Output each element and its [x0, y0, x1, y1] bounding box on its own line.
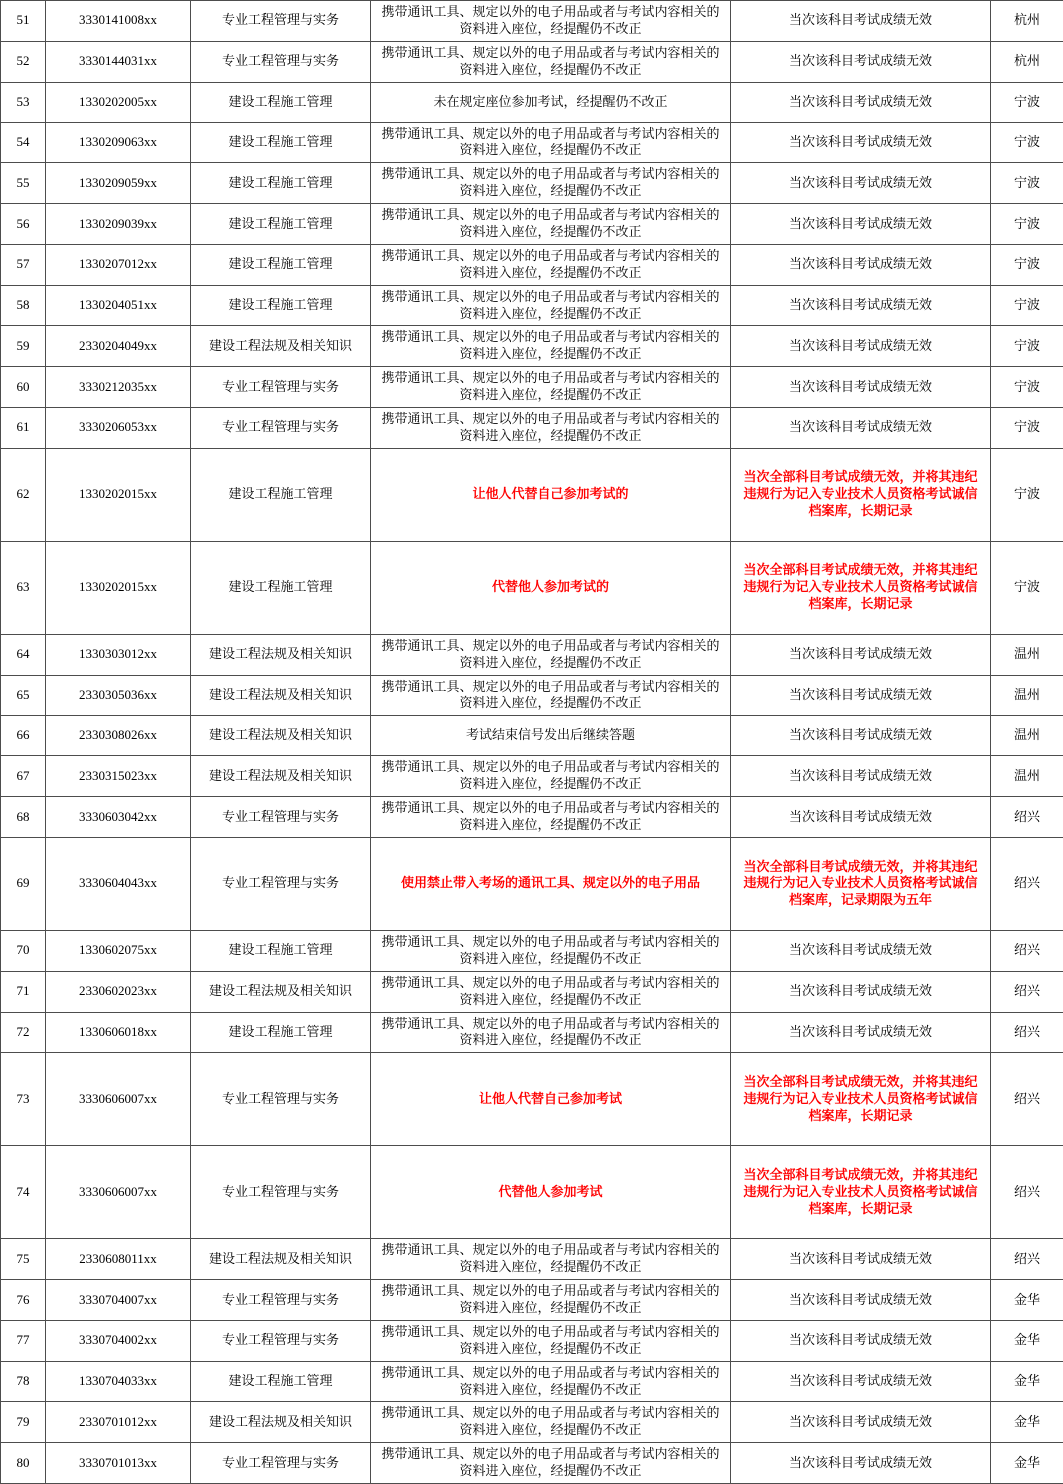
- penalty-description: 当次该科目考试成绩无效: [731, 1320, 991, 1361]
- violation-description: 携带通讯工具、规定以外的电子用品或者与考试内容相关的资料进入座位，经提醒仍不改正: [371, 41, 731, 82]
- city: 金华: [991, 1280, 1063, 1321]
- table-row: [1, 285, 1063, 326]
- violation-description: 使用禁止带入考场的通讯工具、规定以外的电子用品: [371, 837, 731, 930]
- candidate-id: 1330207012xx: [46, 244, 191, 285]
- violation-description: 未在规定座位参加考试，经提醒仍不改正: [371, 82, 731, 122]
- table-row: [1, 1361, 1063, 1402]
- violation-description: 让他人代替自己参加考试的: [371, 448, 731, 541]
- violation-description: 携带通讯工具、规定以外的电子用品或者与考试内容相关的资料进入座位，经提醒仍不改正: [371, 634, 731, 675]
- penalty-description: 当次该科目考试成绩无效: [731, 285, 991, 326]
- row-number: 71: [1, 971, 46, 1012]
- candidate-id: 2330602023xx: [46, 971, 191, 1012]
- exam-subject: 专业工程管理与实务: [191, 1443, 371, 1484]
- table-row: [1, 1146, 1063, 1239]
- row-number: 79: [1, 1402, 46, 1443]
- violation-description: 携带通讯工具、规定以外的电子用品或者与考试内容相关的资料进入座位，经提醒仍不改正: [371, 1443, 731, 1484]
- candidate-id: 3330212035xx: [46, 367, 191, 408]
- exam-subject: 建设工程法规及相关知识: [191, 756, 371, 797]
- table-row: [1, 82, 1063, 122]
- table-row: [1, 1402, 1063, 1443]
- table-row: [1, 448, 1063, 541]
- table-row: [1, 1320, 1063, 1361]
- city: 宁波: [991, 408, 1063, 449]
- city: 宁波: [991, 244, 1063, 285]
- row-number: 57: [1, 244, 46, 285]
- table-row: [1, 797, 1063, 838]
- exam-subject: 建设工程施工管理: [191, 204, 371, 245]
- row-number: 70: [1, 930, 46, 971]
- row-number: 63: [1, 541, 46, 634]
- candidate-id: 1330202015xx: [46, 448, 191, 541]
- violation-description: 代替他人参加考试的: [371, 541, 731, 634]
- exam-subject: 建设工程法规及相关知识: [191, 1239, 371, 1280]
- violation-description: 携带通讯工具、规定以外的电子用品或者与考试内容相关的资料进入座位，经提醒仍不改正: [371, 1, 731, 42]
- penalty-description: 当次该科目考试成绩无效: [731, 244, 991, 285]
- city: 温州: [991, 675, 1063, 716]
- violation-description: 携带通讯工具、规定以外的电子用品或者与考试内容相关的资料进入座位，经提醒仍不改正: [371, 367, 731, 408]
- city: 宁波: [991, 82, 1063, 122]
- violation-description: 代替他人参加考试: [371, 1146, 731, 1239]
- candidate-id: 1330606018xx: [46, 1012, 191, 1053]
- violation-description: 考试结束信号发出后继续答题: [371, 716, 731, 756]
- exam-subject: 专业工程管理与实务: [191, 1146, 371, 1239]
- row-number: 51: [1, 1, 46, 42]
- exam-subject: 建设工程法规及相关知识: [191, 675, 371, 716]
- row-number: 66: [1, 716, 46, 756]
- penalty-description: 当次该科目考试成绩无效: [731, 971, 991, 1012]
- violation-description: 携带通讯工具、规定以外的电子用品或者与考试内容相关的资料进入座位，经提醒仍不改正: [371, 1361, 731, 1402]
- exam-subject: 建设工程法规及相关知识: [191, 326, 371, 367]
- penalty-description: 当次全部科目考试成绩无效，并将其违纪违规行为记入专业技术人员资格考试诚信档案库，长期记录: [731, 541, 991, 634]
- candidate-id: 1330209039xx: [46, 204, 191, 245]
- violation-description: 携带通讯工具、规定以外的电子用品或者与考试内容相关的资料进入座位，经提醒仍不改正: [371, 408, 731, 449]
- exam-subject: 专业工程管理与实务: [191, 1280, 371, 1321]
- table-row: [1, 716, 1063, 756]
- exam-subject: 建设工程法规及相关知识: [191, 971, 371, 1012]
- exam-subject: 建设工程施工管理: [191, 541, 371, 634]
- row-number: 69: [1, 837, 46, 930]
- city: 宁波: [991, 285, 1063, 326]
- city: 绍兴: [991, 1146, 1063, 1239]
- candidate-id: 3330704002xx: [46, 1320, 191, 1361]
- exam-subject: 建设工程法规及相关知识: [191, 1402, 371, 1443]
- candidate-id: 1330202015xx: [46, 541, 191, 634]
- violation-description: 携带通讯工具、规定以外的电子用品或者与考试内容相关的资料进入座位，经提醒仍不改正: [371, 1320, 731, 1361]
- candidate-id: 1330204051xx: [46, 285, 191, 326]
- table-row: [1, 408, 1063, 449]
- candidate-id: 2330305036xx: [46, 675, 191, 716]
- exam-subject: 建设工程法规及相关知识: [191, 634, 371, 675]
- table-row: [1, 756, 1063, 797]
- city: 宁波: [991, 367, 1063, 408]
- row-number: 65: [1, 675, 46, 716]
- candidate-id: 1330202005xx: [46, 82, 191, 122]
- penalty-description: 当次该科目考试成绩无效: [731, 756, 991, 797]
- exam-subject: 专业工程管理与实务: [191, 1320, 371, 1361]
- violation-description: 携带通讯工具、规定以外的电子用品或者与考试内容相关的资料进入座位，经提醒仍不改正: [371, 675, 731, 716]
- candidate-id: 1330602075xx: [46, 930, 191, 971]
- table-row: [1, 41, 1063, 82]
- candidate-id: 3330141008xx: [46, 1, 191, 42]
- table-row: [1, 1, 1063, 42]
- table-row: [1, 541, 1063, 634]
- penalty-description: 当次该科目考试成绩无效: [731, 408, 991, 449]
- city: 金华: [991, 1443, 1063, 1484]
- exam-subject: 专业工程管理与实务: [191, 367, 371, 408]
- exam-subject: 专业工程管理与实务: [191, 797, 371, 838]
- city: 金华: [991, 1320, 1063, 1361]
- city: 绍兴: [991, 1053, 1063, 1146]
- city: 金华: [991, 1402, 1063, 1443]
- table-row: [1, 1280, 1063, 1321]
- penalty-description: 当次该科目考试成绩无效: [731, 1012, 991, 1053]
- candidate-id: 3330206053xx: [46, 408, 191, 449]
- row-number: 76: [1, 1280, 46, 1321]
- penalty-description: 当次该科目考试成绩无效: [731, 1402, 991, 1443]
- penalty-description: 当次该科目考试成绩无效: [731, 82, 991, 122]
- table-row: [1, 204, 1063, 245]
- violation-description: 携带通讯工具、规定以外的电子用品或者与考试内容相关的资料进入座位，经提醒仍不改正: [371, 326, 731, 367]
- penalty-description: 当次该科目考试成绩无效: [731, 634, 991, 675]
- penalty-description: 当次该科目考试成绩无效: [731, 122, 991, 163]
- city: 宁波: [991, 163, 1063, 204]
- row-number: 64: [1, 634, 46, 675]
- city: 宁波: [991, 122, 1063, 163]
- penalty-description: 当次该科目考试成绩无效: [731, 930, 991, 971]
- exam-subject: 建设工程施工管理: [191, 244, 371, 285]
- candidate-id: 1330303012xx: [46, 634, 191, 675]
- city: 宁波: [991, 326, 1063, 367]
- penalty-description: 当次该科目考试成绩无效: [731, 716, 991, 756]
- candidate-id: 3330704007xx: [46, 1280, 191, 1321]
- penalty-description: 当次该科目考试成绩无效: [731, 1443, 991, 1484]
- candidate-id: 2330308026xx: [46, 716, 191, 756]
- violation-description: 携带通讯工具、规定以外的电子用品或者与考试内容相关的资料进入座位，经提醒仍不改正: [371, 244, 731, 285]
- violation-description: 携带通讯工具、规定以外的电子用品或者与考试内容相关的资料进入座位，经提醒仍不改正: [371, 1402, 731, 1443]
- table-row: [1, 1012, 1063, 1053]
- exam-subject: 建设工程施工管理: [191, 448, 371, 541]
- table-row: [1, 163, 1063, 204]
- violation-table-body: [1, 1, 1063, 1484]
- penalty-description: 当次该科目考试成绩无效: [731, 1, 991, 42]
- exam-subject: 专业工程管理与实务: [191, 1, 371, 42]
- exam-subject: 建设工程施工管理: [191, 930, 371, 971]
- row-number: 52: [1, 41, 46, 82]
- penalty-description: 当次全部科目考试成绩无效，并将其违纪违规行为记入专业技术人员资格考试诚信档案库，记录期限为五年: [731, 837, 991, 930]
- candidate-id: 3330606007xx: [46, 1146, 191, 1239]
- candidate-id: 1330704033xx: [46, 1361, 191, 1402]
- candidate-id: 2330701012xx: [46, 1402, 191, 1443]
- city: 绍兴: [991, 930, 1063, 971]
- violation-description: 携带通讯工具、规定以外的电子用品或者与考试内容相关的资料进入座位，经提醒仍不改正: [371, 1280, 731, 1321]
- penalty-description: 当次全部科目考试成绩无效，并将其违纪违规行为记入专业技术人员资格考试诚信档案库，长期记录: [731, 448, 991, 541]
- table-row: [1, 971, 1063, 1012]
- candidate-id: 2330608011xx: [46, 1239, 191, 1280]
- penalty-description: 当次该科目考试成绩无效: [731, 326, 991, 367]
- violation-description: 携带通讯工具、规定以外的电子用品或者与考试内容相关的资料进入座位，经提醒仍不改正: [371, 204, 731, 245]
- violation-description: 携带通讯工具、规定以外的电子用品或者与考试内容相关的资料进入座位，经提醒仍不改正: [371, 163, 731, 204]
- exam-subject: 专业工程管理与实务: [191, 408, 371, 449]
- table-row: [1, 244, 1063, 285]
- city: 温州: [991, 756, 1063, 797]
- exam-subject: 建设工程施工管理: [191, 285, 371, 326]
- violation-description: 让他人代替自己参加考试: [371, 1053, 731, 1146]
- penalty-description: 当次该科目考试成绩无效: [731, 41, 991, 82]
- exam-subject: 建设工程施工管理: [191, 1012, 371, 1053]
- candidate-id: 1330209063xx: [46, 122, 191, 163]
- city: 宁波: [991, 204, 1063, 245]
- row-number: 59: [1, 326, 46, 367]
- city: 绍兴: [991, 837, 1063, 930]
- exam-subject: 建设工程施工管理: [191, 1361, 371, 1402]
- violation-description: 携带通讯工具、规定以外的电子用品或者与考试内容相关的资料进入座位，经提醒仍不改正: [371, 1239, 731, 1280]
- candidate-id: 2330204049xx: [46, 326, 191, 367]
- candidate-id: 3330606007xx: [46, 1053, 191, 1146]
- violation-description: 携带通讯工具、规定以外的电子用品或者与考试内容相关的资料进入座位，经提醒仍不改正: [371, 971, 731, 1012]
- table-row: [1, 675, 1063, 716]
- penalty-description: 当次该科目考试成绩无效: [731, 367, 991, 408]
- exam-subject: 建设工程施工管理: [191, 122, 371, 163]
- table-row: [1, 326, 1063, 367]
- city: 温州: [991, 716, 1063, 756]
- row-number: 60: [1, 367, 46, 408]
- candidate-id: 1330209059xx: [46, 163, 191, 204]
- row-number: 78: [1, 1361, 46, 1402]
- table-row: [1, 837, 1063, 930]
- penalty-description: 当次该科目考试成绩无效: [731, 1280, 991, 1321]
- table-row: [1, 122, 1063, 163]
- row-number: 62: [1, 448, 46, 541]
- table-row: [1, 930, 1063, 971]
- table-row: [1, 1053, 1063, 1146]
- row-number: 58: [1, 285, 46, 326]
- row-number: 61: [1, 408, 46, 449]
- penalty-description: 当次全部科目考试成绩无效，并将其违纪违规行为记入专业技术人员资格考试诚信档案库，长期记录: [731, 1146, 991, 1239]
- row-number: 75: [1, 1239, 46, 1280]
- candidate-id: 3330144031xx: [46, 41, 191, 82]
- penalty-description: 当次全部科目考试成绩无效，并将其违纪违规行为记入专业技术人员资格考试诚信档案库，长期记录: [731, 1053, 991, 1146]
- violation-description: 携带通讯工具、规定以外的电子用品或者与考试内容相关的资料进入座位，经提醒仍不改正: [371, 285, 731, 326]
- city: 宁波: [991, 541, 1063, 634]
- row-number: 77: [1, 1320, 46, 1361]
- city: 金华: [991, 1361, 1063, 1402]
- candidate-id: 3330701013xx: [46, 1443, 191, 1484]
- city: 绍兴: [991, 797, 1063, 838]
- penalty-description: 当次该科目考试成绩无效: [731, 163, 991, 204]
- row-number: 56: [1, 204, 46, 245]
- table-row: [1, 1239, 1063, 1280]
- penalty-description: 当次该科目考试成绩无效: [731, 1239, 991, 1280]
- violation-description: 携带通讯工具、规定以外的电子用品或者与考试内容相关的资料进入座位，经提醒仍不改正: [371, 756, 731, 797]
- violation-description: 携带通讯工具、规定以外的电子用品或者与考试内容相关的资料进入座位，经提醒仍不改正: [371, 797, 731, 838]
- table-row: [1, 367, 1063, 408]
- penalty-description: 当次该科目考试成绩无效: [731, 797, 991, 838]
- row-number: 80: [1, 1443, 46, 1484]
- candidate-id: 3330604043xx: [46, 837, 191, 930]
- city: 温州: [991, 634, 1063, 675]
- table-row: [1, 634, 1063, 675]
- exam-subject: 专业工程管理与实务: [191, 837, 371, 930]
- city: 绍兴: [991, 1012, 1063, 1053]
- table-row: [1, 1443, 1063, 1484]
- row-number: 72: [1, 1012, 46, 1053]
- row-number: 55: [1, 163, 46, 204]
- row-number: 53: [1, 82, 46, 122]
- row-number: 67: [1, 756, 46, 797]
- row-number: 54: [1, 122, 46, 163]
- violation-description: 携带通讯工具、规定以外的电子用品或者与考试内容相关的资料进入座位，经提醒仍不改正: [371, 930, 731, 971]
- city: 宁波: [991, 448, 1063, 541]
- exam-subject: 建设工程施工管理: [191, 163, 371, 204]
- penalty-description: 当次该科目考试成绩无效: [731, 675, 991, 716]
- row-number: 73: [1, 1053, 46, 1146]
- row-number: 74: [1, 1146, 46, 1239]
- violation-description: 携带通讯工具、规定以外的电子用品或者与考试内容相关的资料进入座位，经提醒仍不改正: [371, 1012, 731, 1053]
- row-number: 68: [1, 797, 46, 838]
- city: 绍兴: [991, 1239, 1063, 1280]
- city: 杭州: [991, 41, 1063, 82]
- penalty-description: 当次该科目考试成绩无效: [731, 1361, 991, 1402]
- exam-subject: 建设工程法规及相关知识: [191, 716, 371, 756]
- candidate-id: 2330315023xx: [46, 756, 191, 797]
- city: 杭州: [991, 1, 1063, 42]
- candidate-id: 3330603042xx: [46, 797, 191, 838]
- exam-subject: 专业工程管理与实务: [191, 41, 371, 82]
- city: 绍兴: [991, 971, 1063, 1012]
- exam-subject: 专业工程管理与实务: [191, 1053, 371, 1146]
- exam-subject: 建设工程施工管理: [191, 82, 371, 122]
- penalty-description: 当次该科目考试成绩无效: [731, 204, 991, 245]
- violation-description: 携带通讯工具、规定以外的电子用品或者与考试内容相关的资料进入座位，经提醒仍不改正: [371, 122, 731, 163]
